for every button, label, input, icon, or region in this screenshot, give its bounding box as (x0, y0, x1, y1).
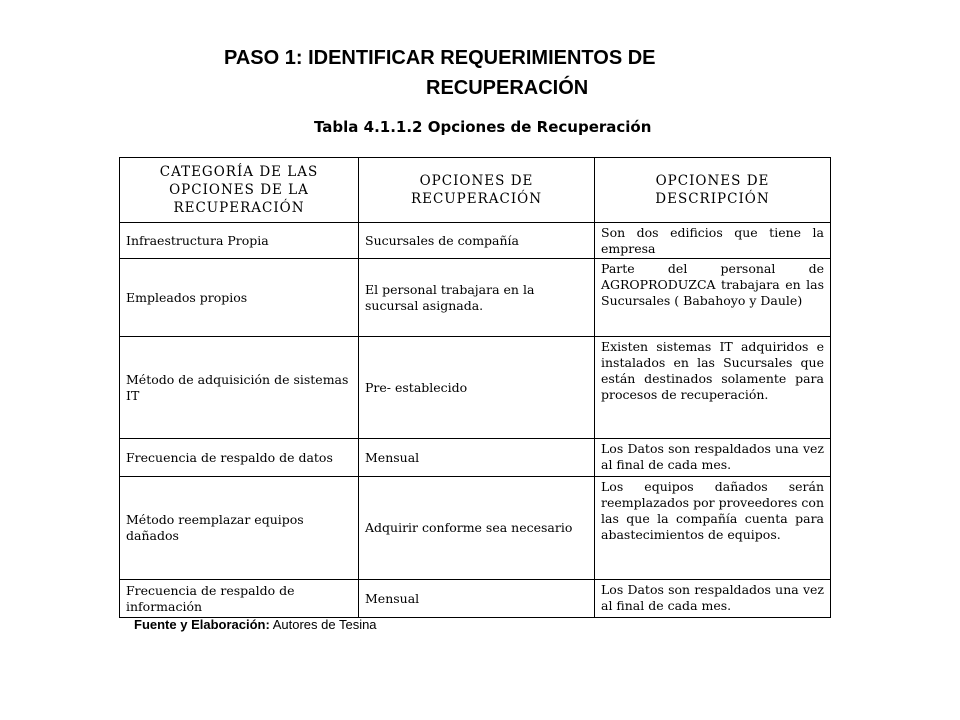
header-opciones-recuperacion: OPCIONES DE RECUPERACIÓN (359, 158, 595, 223)
cell-categoria: Método de adquisición de sistemas IT (120, 337, 359, 439)
cell-categoria: Frecuencia de respaldo de datos (120, 439, 359, 477)
table-caption: Tabla 4.1.1.2 Opciones de Recuperación (314, 118, 652, 136)
cell-categoria: Frecuencia de respaldo de información (120, 580, 359, 618)
table-row (120, 580, 831, 618)
cell-opcion: Mensual (359, 580, 595, 618)
cell-opcion: Mensual (359, 439, 595, 477)
cell-opcion: El personal trabajara en la sucursal asignada. (359, 259, 595, 337)
footer-value: Autores de Tesina (269, 617, 377, 632)
page-title-line-1: PASO 1: IDENTIFICAR REQUERIMIENTOS DE (224, 47, 656, 69)
footer-label: Fuente y Elaboración: (134, 617, 270, 632)
cell-categoria: Método reemplazar equipos dañados (120, 477, 359, 580)
cell-descripcion: Parte del personal de AGROPRODUZCA trabajara en las Sucursales ( Babahoyo y Daule) (595, 259, 831, 337)
table-row (120, 477, 831, 580)
cell-descripcion: Los Datos son respaldados una vez al final de cada mes. (595, 439, 831, 477)
page-title-line-2: RECUPERACIÓN (426, 77, 589, 99)
table-row (120, 439, 831, 477)
table-header-row (120, 158, 831, 223)
cell-opcion: Pre- establecido (359, 337, 595, 439)
cell-descripcion: Los equipos dañados serán reemplazados por proveedores con las que la compañía cuenta para abastecimientos de equipos. (595, 477, 831, 580)
cell-categoria: Infraestructura Propia (120, 223, 359, 259)
cell-opcion: Sucursales de compañía (359, 223, 595, 259)
header-opciones-descripcion: OPCIONES DE DESCRIPCIÓN (595, 158, 831, 223)
cell-descripcion: Son dos edificios que tiene la empresa (595, 223, 831, 259)
cell-opcion: Adquirir conforme sea necesario (359, 477, 595, 580)
source-footer (134, 617, 377, 632)
header-categoria: CATEGORÍA DE LAS OPCIONES DE LA RECUPERACIÓN (120, 158, 359, 223)
table-row (120, 337, 831, 439)
cell-descripcion: Existen sistemas IT adquiridos e instalados en las Sucursales que están destinados solamente para procesos de recuperación. (595, 337, 831, 439)
table-row (120, 259, 831, 337)
table-row (120, 223, 831, 259)
recovery-options-table (119, 157, 831, 618)
cell-categoria: Empleados propios (120, 259, 359, 337)
cell-descripcion: Los Datos son respaldados una vez al final de cada mes. (595, 580, 831, 618)
